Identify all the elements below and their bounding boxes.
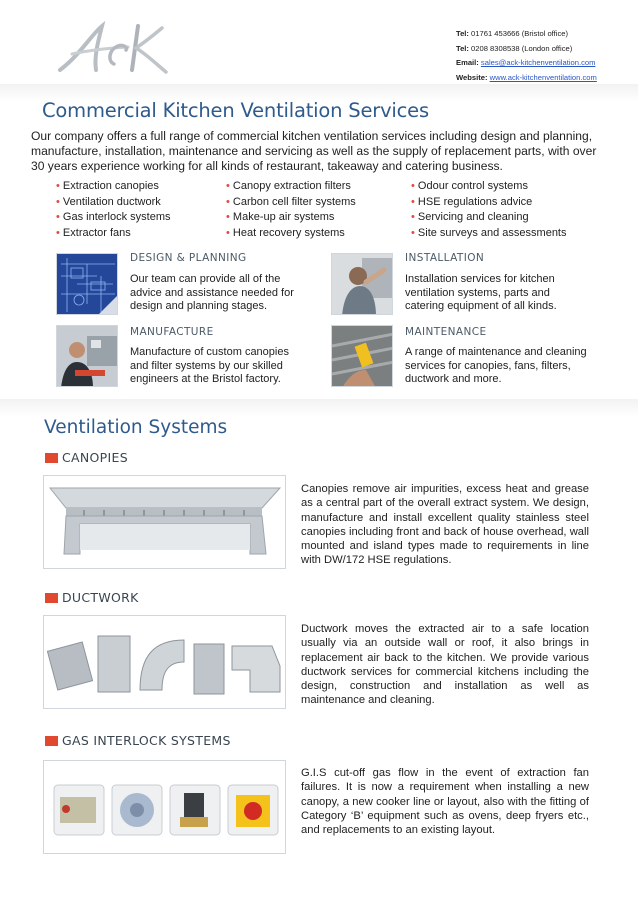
canopies-photo [43,475,286,569]
gas-interlock-photo [43,760,286,854]
bullet-square-icon [45,593,58,603]
canopies-heading: CANOPIES [45,450,128,465]
canopies-text: Canopies remove air impurities, excess heat and grease as a central part of the overall extract system. We design, manufacture and install excellent quality stainless steel canopies including front and back of house overhead, wall mounted and island types made to requirements in line with DW/172 HSE regulations. [301,483,589,567]
gas-interlock-heading: GAS INTERLOCK SYSTEMS [45,733,231,748]
design-planning-text: Our team can provide all of the advice and assistance needed for design and planning stages. [130,273,294,312]
list-item: • Site surveys and assessments [411,226,567,242]
list-item: • HSE regulations advice [411,195,567,211]
design-planning-photo [56,253,118,315]
contact-email: Email: sales@ack-kitchenventilation.com [456,58,596,67]
intro-paragraph: Our company offers a full range of commercial kitchen ventilation services including design and planning, manufacture, installation, maintenance and servicing as well as the supply of replacement parts, with over 30 years experience working for all kinds of restaurant, takeaway and catering business. [31,129,597,173]
maintenance-text: A range of maintenance and cleaning services for canopies, fans, filters, ductwork and more. [405,346,587,385]
maintenance-title: MAINTENANCE [405,326,487,338]
design-planning-title: DESIGN & PLANNING [130,252,247,264]
manufacture-title: MANUFACTURE [130,326,214,338]
section-band [0,399,638,417]
list-item: • Servicing and cleaning [411,210,567,226]
list-item: • Gas interlock systems [56,210,171,226]
manufacture-photo [56,325,118,387]
ductwork-text: Ductwork moves the extracted air to a safe location usually via an outside wall or roof, it also brings in replacement air back to the kitchen. We provide various ductwork services for commercial kitchens including the design, construction and installation as well as maintenance and cleaning. [301,623,589,707]
gas-interlock-text: G.I.S cut-off gas flow in the event of extraction fan failures. It is now a requirement when installing a new canopy, a new cooker line or layout, also with the fitting of Category ‘B’ equipment such as ovens, deep fryers etc., and replacements to an existing layout. [301,767,589,837]
list-item: • Heat recovery systems [226,226,356,242]
contact-tel-london: Tel: 0208 8308538 (London office) [456,43,573,53]
service-list-col3 [411,179,567,241]
contact-block [456,27,597,85]
maintenance-photo [331,325,393,387]
list-item: • Odour control systems [411,179,567,195]
contact-tel-bristol: Tel: 01761 453666 (Bristol office) [456,29,569,38]
email-link[interactable]: sales@ack-kitchenventilation.com [480,58,596,67]
installation-photo [331,253,393,315]
installation-text: Installation services for kitchen ventilation systems, parts and catering equipment of all kinds. [405,273,557,312]
list-item: • Extraction canopies [56,179,171,195]
bullet-square-icon [45,453,58,463]
contact-website: Website: www.ack-kitchenventilation.com [456,72,597,82]
service-list-col1 [56,179,171,241]
ductwork-photo [43,615,286,709]
website-link[interactable]: www.ack-kitchenventilation.com [489,72,597,82]
list-item: • Make-up air systems [226,210,356,226]
company-logo [54,20,174,78]
list-item: • Carbon cell filter systems [226,195,356,211]
list-item: • Extractor fans [56,226,171,242]
list-item: • Canopy extraction filters [226,179,356,195]
systems-title: Ventilation Systems [44,417,228,438]
bullet-square-icon [45,736,58,746]
list-item: • Ventilation ductwork [56,195,171,211]
ductwork-heading: DUCTWORK [45,590,139,605]
installation-title: INSTALLATION [405,252,485,264]
page-title: Commercial Kitchen Ventilation Services [42,99,429,122]
service-list-col2 [226,179,356,241]
manufacture-text: Manufacture of custom canopies and filter systems by our skilled engineers at the Bristol factory. [130,346,289,385]
